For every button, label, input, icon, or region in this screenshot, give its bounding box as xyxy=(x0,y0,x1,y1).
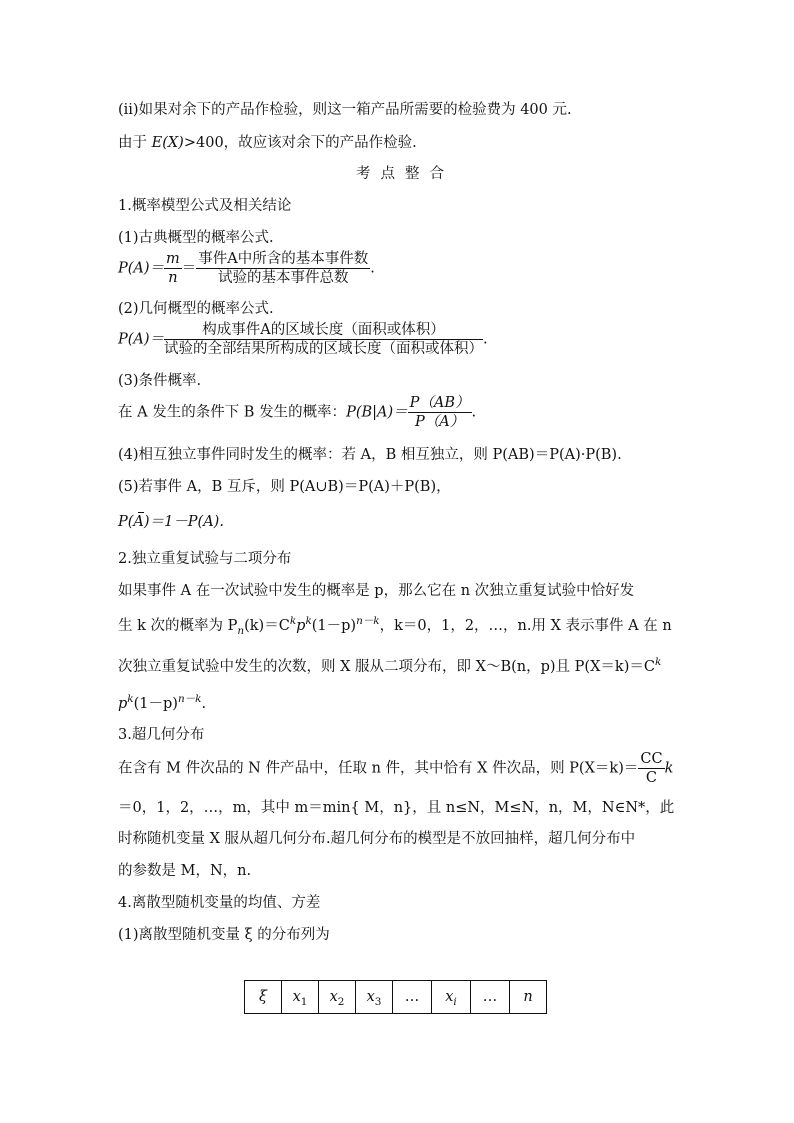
geometric-probability-label: (2)几何概型的概率公式. xyxy=(118,301,274,317)
distribution-list-label: (1)离散型随机变量 ξ 的分布列为 xyxy=(118,927,330,943)
formula-lhs: P(A)＝ xyxy=(118,260,165,277)
complement-line: P(A)＝1－P(A). xyxy=(118,514,224,530)
section-heading: 考点整合 xyxy=(356,166,454,182)
distribution-table xyxy=(244,980,547,1014)
section-1-title: 1.概率模型公式及相关结论 xyxy=(118,198,292,214)
expectation-symbol: E(X) xyxy=(151,135,184,151)
complement-a-bar: A xyxy=(133,514,144,530)
table-cell: $x_1$ xyxy=(282,981,319,1014)
fraction-cc-over-c: $\frac{CC}{C}$ xyxy=(640,751,663,786)
table-cell: … xyxy=(471,981,510,1014)
table-cell: $x_2$ xyxy=(319,981,356,1014)
mutually-exclusive-line: (5)若事件 A，B 互斥，则 P(A∪B)＝P(A)＋P(B)， xyxy=(118,479,451,495)
table-cell: $x_i$ xyxy=(432,981,471,1014)
classical-probability-label: (1)古典概型的概率公式. xyxy=(118,230,274,246)
table-cell: $x_3$ xyxy=(356,981,393,1014)
fraction-event-count: $\frac{\text{事件A中所含的基本事件数}}{\text{试验的基本事件总数}}$ xyxy=(198,251,369,286)
binomial-paragraph-line-2: 生 k 次的概率为 $P_n(k)=C^kp^k(1-p)^{n-k}$，k＝0，1，2，…，n.用 X 表示事件 A 在 n xyxy=(118,615,672,637)
fraction-p-ab-over-p-a: $\frac{P(AB)}{P(A)}$ xyxy=(409,395,470,430)
hypergeometric-paragraph-line-3: 时称随机变量 X 服从超几何分布.超几何分布的模型是不放回抽样，超几何分布中 xyxy=(118,831,636,847)
section-3-title: 3.超几何分布 xyxy=(118,727,205,743)
equals-sign: ＝ xyxy=(181,260,197,277)
fraction-region-measure: $\frac{\text{构成事件A的区域长度（面积或体积）}}{\text{试验的全部结果所构成的区域长度（面积或体积）}}$ xyxy=(164,322,484,357)
binomial-paragraph-line-4: $p^k(1-p)^{n-k}$. xyxy=(118,693,207,712)
formula-lhs: P(B|A)＝ xyxy=(346,404,408,421)
fraction-m-over-n: $\frac{m}{n}$ xyxy=(166,251,180,286)
independent-events-line: (4)相互独立事件同时发生的概率：若 A，B 相互独立，则 P(AB)＝P(A)·P(B). xyxy=(118,447,622,463)
conditional-probability-label: (3)条件概率. xyxy=(118,373,202,389)
conditional-probability-formula: 在 A 发生的条件下 B 发生的概率：P(B|A)＝ $\frac{P(AB)}{P(A)}$ . xyxy=(118,395,477,430)
conditional-text: 在 A 发生的条件下 B 发生的概率： xyxy=(118,404,347,421)
line-inspection-cost: (ⅱ)如果对余下的产品作检验，则这一箱产品所需要的检验费为 400 元. xyxy=(118,102,572,118)
geometric-probability-formula: P(A)＝ $\frac{\text{构成事件A的区域长度（面积或体积）}}{\text{试验的全部结果所构成的区域长度（面积或体积）}}$ . xyxy=(118,322,488,357)
section-4-title: 4.离散型随机变量的均值、方差 xyxy=(118,895,321,911)
section-2-title: 2.独立重复试验与二项分布 xyxy=(118,551,292,567)
hypergeometric-paragraph-line-4: 的参数是 M，N，n. xyxy=(118,863,252,879)
table-cell: n xyxy=(510,981,547,1014)
conclusion-pre: 由于 xyxy=(118,135,152,151)
conclusion-post: >400，故应该对余下的产品作检验. xyxy=(183,135,417,151)
formula-lhs: P(A)＝ xyxy=(118,331,165,348)
table-row xyxy=(245,981,547,1014)
binomial-paragraph-line-1: 如果事件 A 在一次试验中发生的概率是 p，那么它在 n 次独立重复试验中恰好发 xyxy=(118,583,635,599)
table-cell: … xyxy=(393,981,432,1014)
binomial-paragraph-line-3: 次独立重复试验中发生的次数，则 X 服从二项分布，即 X～B(n，p)且 $P(X=k)=C^k$ xyxy=(118,656,662,675)
classical-probability-formula: P(A)＝ $\frac{m}{n}$ ＝ $\frac{\text{事件A中所含的基本事件数}}{\text{试验的基本事件总数}}$ . xyxy=(118,251,375,286)
hypergeometric-paragraph-line-1: 在含有 M 件次品的 N 件产品中，任取 n 件，其中恰有 X 件次品，则 P(X＝k)＝ $\frac{CC}{C}$ k xyxy=(118,751,674,786)
table-cell: ξ xyxy=(245,981,282,1014)
hypergeometric-paragraph-line-2: ＝0，1，2，…，m，其中 m＝min{ M，n}，且 n≤N，M≤N，n，M，N∈N*，此 xyxy=(118,800,675,816)
line-conclusion xyxy=(118,136,417,151)
